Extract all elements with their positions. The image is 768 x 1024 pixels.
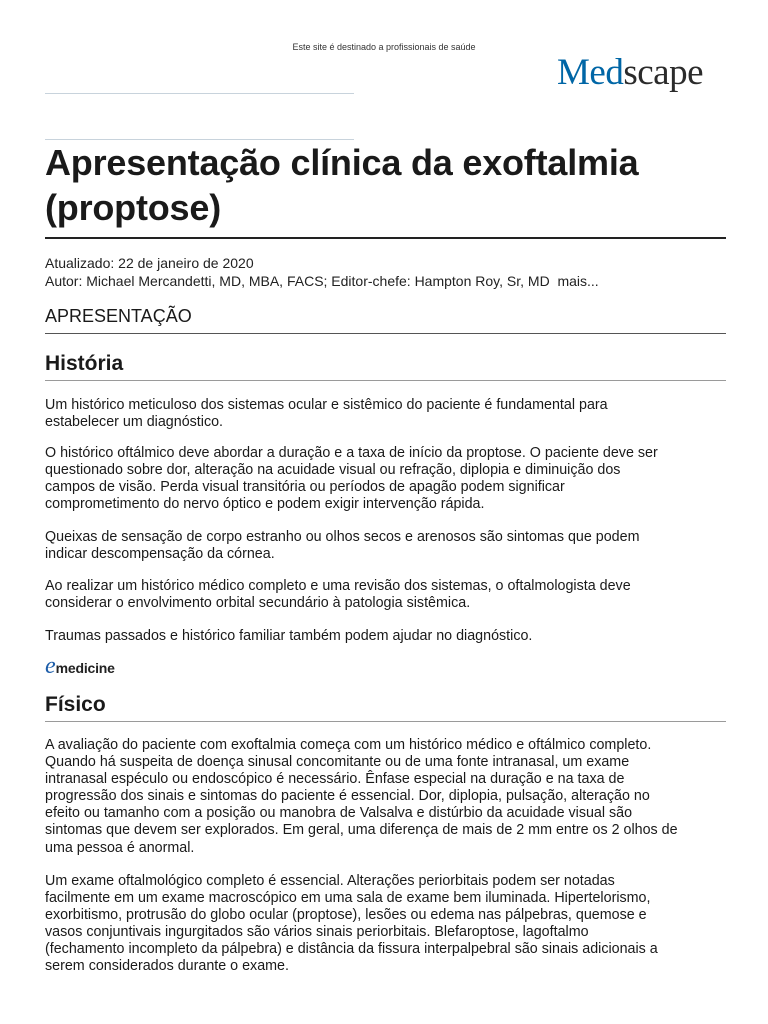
more-authors-link[interactable]: mais... <box>557 273 599 289</box>
title-line-2: (proptose) <box>45 187 221 228</box>
historia-divider <box>45 380 726 381</box>
text-line: campos de visão. Perda visual transitória ou períodos de apagão podem significar <box>45 479 565 496</box>
emedicine-wordmark: medicine <box>55 660 115 676</box>
fisico-paragraph-2 <box>45 873 726 976</box>
text-line: progressão dos sinais e sintomas do paciente é essencial. Dor, diplopia, pulsação, alteração no <box>45 788 650 805</box>
historia-paragraph-5 <box>45 628 726 645</box>
section-divider <box>45 333 726 334</box>
text-line: questionado sobre dor, alteração na acuidade visual ou refração, diplopia e diminuição dos <box>45 462 621 479</box>
text-line: serem considerados durante o exame. <box>45 958 289 975</box>
page-title <box>45 140 735 230</box>
historia-heading: História <box>45 352 124 375</box>
text-line: Quando há suspeita de doença sinusal concomitante ou de uma fonte intranasal, um exame <box>45 754 630 771</box>
fisico-paragraph-1 <box>45 737 726 857</box>
text-line: A avaliação do paciente com exoftalmia começa com um histórico médico e oftálmico completo. <box>45 737 652 753</box>
text-line: (fechamento incompleto da pálpebra) e distância da fissura interpalpebral são sinais adicionais a <box>45 941 658 958</box>
fisico-heading: Físico <box>45 693 106 716</box>
fisico-divider <box>45 721 726 722</box>
text-line: indicar descompensação da córnea. <box>45 546 275 563</box>
historia-paragraph-1 <box>45 397 726 431</box>
emedicine-logo[interactable] <box>45 653 115 679</box>
text-line: O histórico oftálmico deve abordar a duração e a taxa de início da proptose. O paciente deve ser <box>45 445 658 461</box>
text-line: Ao realizar um histórico médico completo e uma revisão dos sistemas, o oftalmologista deve <box>45 578 631 594</box>
text-line: comprometimento do nervo óptico e podem exigir intervenção rápida. <box>45 496 485 513</box>
authors-text: Autor: Michael Mercandetti, MD, MBA, FACS; Editor-chefe: Hampton Roy, Sr, MD <box>45 273 550 289</box>
text-line: intranasal espéculo ou endoscópico é necessário. Ênfase especial na duração e na taxa de <box>45 771 625 788</box>
historia-paragraph-4 <box>45 578 726 612</box>
medscape-logo[interactable] <box>557 53 703 93</box>
emedicine-e-glyph: e <box>45 653 56 679</box>
text-line: Um histórico meticuloso dos sistemas ocular e sistêmico do paciente é fundamental para <box>45 397 608 413</box>
section-label: APRESENTAÇÃO <box>45 306 192 326</box>
ad-placeholder <box>45 93 354 140</box>
text-line: vasos conjuntivais ingurgitados são vários sinais periorbitais. Blefaroptose, lagoftalmo <box>45 924 589 941</box>
text-line: Queixas de sensação de corpo estranho ou olhos secos e arenosos são sintomas que podem <box>45 529 640 545</box>
text-line: Um exame oftalmológico completo é essencial. Alterações periorbitais podem ser notadas <box>45 873 615 889</box>
logo-scape: scape <box>623 52 703 93</box>
text-line: exorbitismo, protrusão do globo ocular (proptose), lesões ou edema nas pálpebras, quemose e <box>45 907 647 924</box>
logo-med: Med <box>557 52 624 93</box>
audience-notice: Este site é destinado a profissionais de saúde <box>292 42 476 52</box>
title-line-1: Apresentação clínica da exoftalmia <box>45 142 639 183</box>
historia-paragraph-2 <box>45 445 726 513</box>
text-line: uma pessoa é anormal. <box>45 839 195 856</box>
text-line: estabelecer um diagnóstico. <box>45 414 224 431</box>
text-line: considerar o envolvimento orbital secundário à patologia sistêmica. <box>45 595 471 612</box>
text-line: Traumas passados e histórico familiar também podem ajudar no diagnóstico. <box>45 628 533 644</box>
text-line: efeito ou tamanho com a posição ou manobra de Valsalva e distúrbio da acuidade visual são <box>45 805 633 822</box>
historia-paragraph-3 <box>45 529 726 563</box>
author-line <box>45 272 599 290</box>
title-divider <box>45 237 726 239</box>
text-line: facilmente em um exame macroscópico em uma sala de exame bem iluminada. Hipertelorismo, <box>45 890 651 907</box>
text-line: sintomas que devem ser explorados. Em geral, uma diferença de mais de 2 mm entre os 2 olhos de <box>45 822 678 839</box>
updated-date: Atualizado: 22 de janeiro de 2020 <box>45 255 254 271</box>
